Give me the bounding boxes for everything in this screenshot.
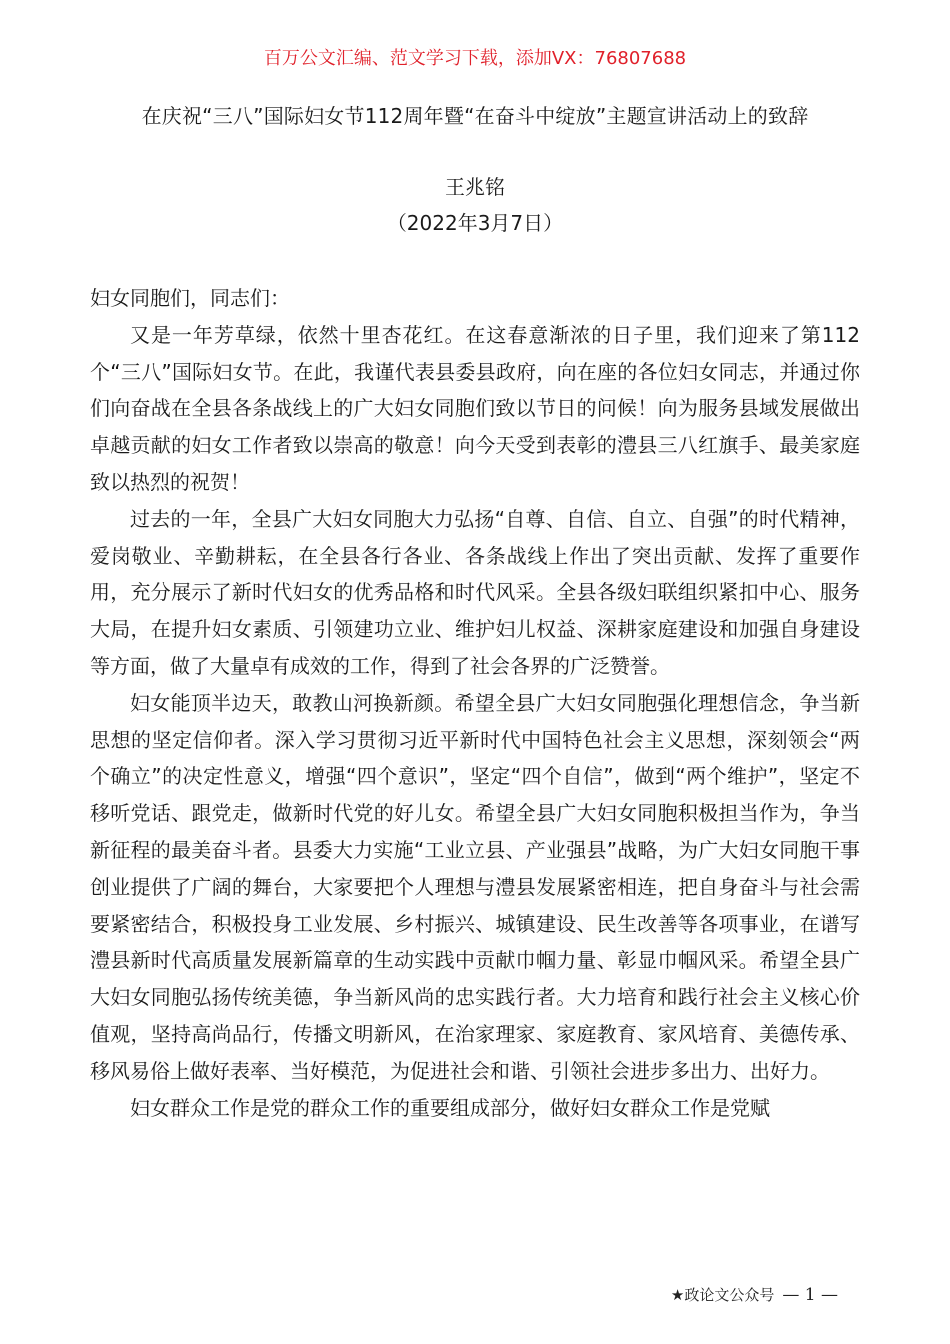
author-name: 王兆铭 (445, 175, 505, 199)
paragraph: 妇女能顶半边天，敢教山河换新颜。希望全县广大妇女同胞强化理想信念，争当新思想的坚定信仰者。深入学习贯彻习近平新时代中国特色社会主义思想，深刻领会“两个确立”的决定性意义，增强“四个意识”，坚定“四个自信”，做到“两个维护”，坚定不移听党话、跟党走，做新时代党的好儿女。希望全县广大妇女同胞积极担当作为，争当新征程的最美奋斗者。县委大力实施“工业立县、产业强县”战略，为广大妇女同胞干事创业提供了广阔的舞台，大家要把个人理想与澧县发展紧密相连，把自身奋斗与社会需要紧密结合，积极投身工业发展、乡村振兴、城镇建设、民生改善等各项事业，在谱写澧县新时代高质量发展新篇章的生动实践中贡献巾帼力量、彰显巾帼风采。希望全县广大妇女同胞弘扬传统美德，争当新风尚的忠实践行者。大力培育和践行社会主义核心价值观，坚持高尚品行，传播文明新风，在治家理家、家庭教育、家风培育、美德传承、移风易俗上做好表率、当好模范，为促进社会和谐、引领社会进步多出力、出好力。 (90, 690, 860, 1083)
footer-source: ★政论文公众号 (670, 1286, 775, 1304)
document-title: 在庆祝“三八”国际妇女节112周年暨“在奋斗中绽放”主题宣讲活动上的致辞 (141, 104, 809, 128)
paragraph: 妇女群众工作是党的群众工作的重要组成部分，做好妇女群众工作是党赋 (130, 1095, 770, 1120)
promo-banner: 百万公文汇编、范文学习下载，添加VX：76807688 (263, 48, 687, 69)
page-number: — 1 — (782, 1285, 838, 1305)
salutation: 妇女同胞们，同志们： (90, 286, 290, 310)
paragraph: 又是一年芳草绿，依然十里杏花红。在这春意渐浓的日子里，我们迎来了第112个“三八”国际妇女节。在此，我谨代表县委县政府，向在座的各位妇女同志，并通过你们向奋战在全县各条战线上的广大妇女同胞们致以节日的问候！向为服务县域发展做出卓越贡献的妇女工作者致以崇高的敬意！向今天受到表彰的澧县三八红旗手、最美家庭致以热烈的祝贺！ (90, 322, 860, 494)
speech-date: （2022年3月7日） (386, 211, 564, 235)
document-body (90, 280, 860, 1126)
paragraph: 过去的一年，全县广大妇女同胞大力弘扬“自尊、自信、自立、自强”的时代精神，爱岗敬业、辛勤耕耘，在全县各行各业、各条战线上作出了突出贡献、发挥了重要作用，充分展示了新时代妇女的优秀品格和时代风采。全县各级妇联组织紧扣中心、服务大局，在提升妇女素质、引领建功立业、维护妇儿权益、深耕家庭建设和加强自身建设等方面，做了大量卓有成效的工作，得到了社会各界的广泛赞誉。 (90, 506, 860, 678)
page-footer (671, 1284, 838, 1306)
